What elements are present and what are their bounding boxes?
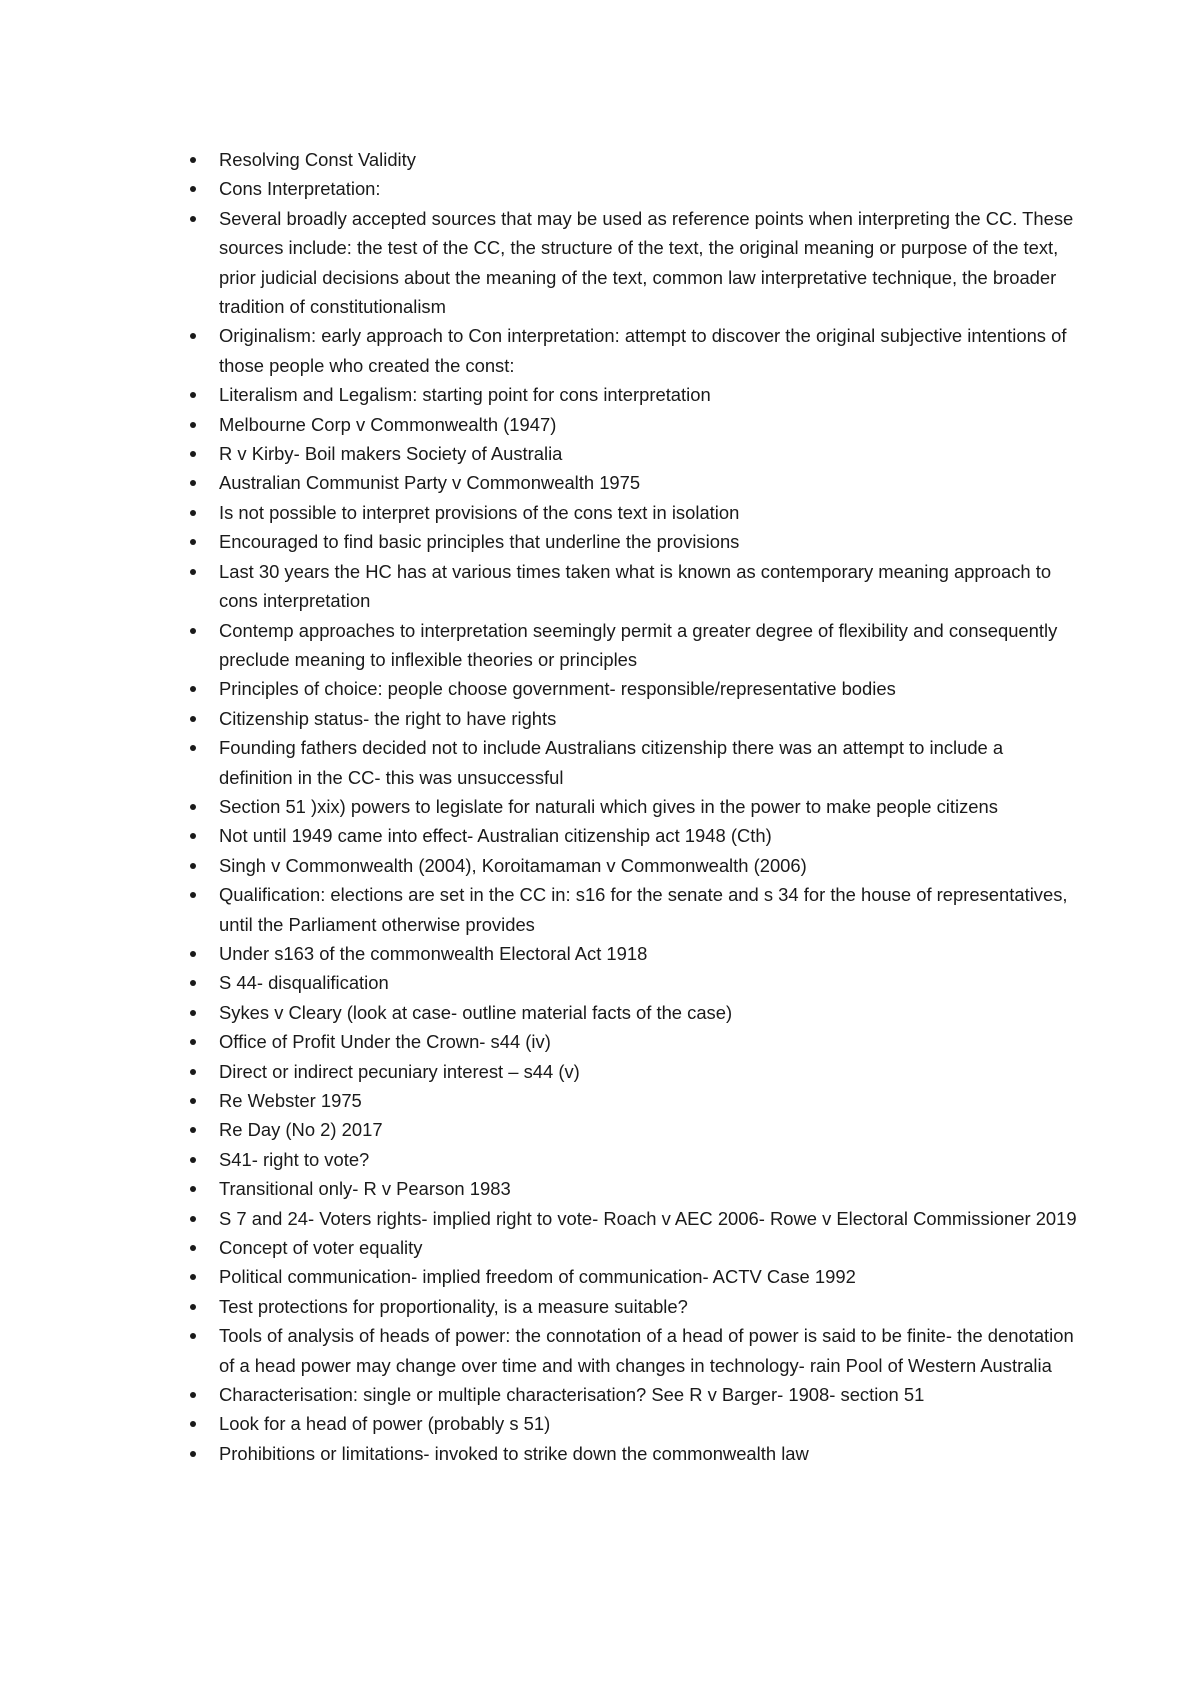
- list-item: [190, 968, 1080, 997]
- list-item: [190, 939, 1080, 968]
- list-item-text: Not until 1949 came into effect- Australian citizenship act 1948 (Cth): [219, 825, 772, 847]
- bullet-icon: [190, 863, 196, 869]
- list-item: [190, 1204, 1080, 1233]
- bullet-icon: [190, 1333, 196, 1339]
- list-item-text: Prohibitions or limitations- invoked to strike down the commonwealth law: [219, 1442, 809, 1464]
- list-item: [190, 733, 1080, 792]
- list-item: [190, 557, 1080, 616]
- list-item: [190, 439, 1080, 468]
- list-item-text: Resolving Const Validity: [219, 149, 416, 170]
- list-item-text: Look for a head of power (probably s 51): [219, 1413, 551, 1435]
- list-item: [190, 498, 1080, 527]
- bullet-icon: [190, 1069, 196, 1075]
- bullet-icon: [190, 480, 196, 486]
- list-item: [190, 1057, 1080, 1086]
- list-item: [190, 174, 1080, 203]
- bullet-icon: [190, 1304, 196, 1310]
- list-item: [190, 468, 1080, 497]
- bullet-icon: [190, 951, 196, 957]
- bullet-icon: [190, 1157, 196, 1163]
- list-item-text: Qualification: elections are set in the CC in: s16 for the senate and s 34 for the house of representatives, until the Parliament otherwise provides: [219, 884, 1068, 935]
- bullet-icon: [190, 804, 196, 810]
- list-item: [190, 380, 1080, 409]
- bullet-list: [190, 145, 1080, 1468]
- list-item: [190, 616, 1080, 675]
- list-item: [190, 527, 1080, 556]
- list-item: [190, 410, 1080, 439]
- bullet-icon: [190, 980, 196, 986]
- bullet-icon: [190, 686, 196, 692]
- bullet-icon: [190, 186, 196, 192]
- list-item-text: Citizenship status- the right to have rights: [219, 707, 557, 729]
- list-item-text: S41- right to vote?: [219, 1148, 370, 1170]
- list-item-text: Tools of analysis of heads of power: the connotation of a head of power is said to be finite- the denotation of a head power may change over time and with changes in technology- rain Pool of Western Australia: [219, 1325, 1074, 1376]
- list-item: [190, 145, 1080, 174]
- list-item: [190, 1292, 1080, 1321]
- bullet-icon: [190, 1186, 196, 1192]
- list-item: [190, 321, 1080, 380]
- bullet-icon: [190, 1274, 196, 1280]
- list-item: [190, 1439, 1080, 1468]
- bullet-icon: [190, 1098, 196, 1104]
- list-item: [190, 880, 1080, 939]
- bullet-icon: [190, 451, 196, 457]
- bullet-icon: [190, 157, 196, 163]
- bullet-icon: [190, 392, 196, 398]
- list-item: [190, 674, 1080, 703]
- list-item-text: S 7 and 24- Voters rights- implied right to vote- Roach v AEC 2006- Rowe v Electoral Commissioner 2019: [219, 1207, 1077, 1229]
- list-item: [190, 998, 1080, 1027]
- list-item-text: Under s163 of the commonwealth Electoral Act 1918: [219, 942, 648, 964]
- list-item-text: Originalism: early approach to Con interpretation: attempt to discover the original subjective intentions of those people who created the const:: [219, 325, 1067, 376]
- bullet-icon: [190, 892, 196, 898]
- list-item-text: Contemp approaches to interpretation seemingly permit a greater degree of flexibility and consequently preclude meaning to inflexible theories or principles: [219, 619, 1058, 670]
- list-item-text: Melbourne Corp v Commonwealth (1947): [219, 413, 557, 435]
- list-item-text: R v Kirby- Boil makers Society of Australia: [219, 443, 563, 465]
- list-item-text: Sykes v Cleary (look at case- outline material facts of the case): [219, 1001, 733, 1023]
- bullet-icon: [190, 628, 196, 634]
- bullet-icon: [190, 745, 196, 751]
- list-item: [190, 1115, 1080, 1144]
- bullet-icon: [190, 1421, 196, 1427]
- list-item-text: Encouraged to find basic principles that underline the provisions: [219, 531, 740, 553]
- list-item-text: Re Day (No 2) 2017: [219, 1119, 383, 1141]
- bullet-icon: [190, 1216, 196, 1222]
- list-item: [190, 1145, 1080, 1174]
- bullet-icon: [190, 1245, 196, 1251]
- list-item-text: Australian Communist Party v Commonwealth 1975: [219, 472, 641, 494]
- list-item: [190, 821, 1080, 850]
- list-item-text: Is not possible to interpret provisions of the cons text in isolation: [219, 501, 740, 523]
- list-item: [190, 1321, 1080, 1380]
- list-item-text: Singh v Commonwealth (2004), Koroitamaman v Commonwealth (2006): [219, 854, 807, 876]
- bullet-icon: [190, 510, 196, 516]
- bullet-icon: [190, 1451, 196, 1457]
- bullet-icon: [190, 1010, 196, 1016]
- list-item-text: Cons Interpretation:: [219, 178, 381, 200]
- list-item: [190, 1174, 1080, 1203]
- list-item-text: Test protections for proportionality, is a measure suitable?: [219, 1295, 688, 1317]
- list-item-text: Re Webster 1975: [219, 1090, 362, 1111]
- list-item-text: Several broadly accepted sources that may be used as reference points when interpreting the CC. These sources include: the test of the CC, the structure of the text, the original meaning or purpose of the text, prior judicial decisions about the meaning of the text, common law interpretative technique, the broader tradition of constitutionalism: [219, 207, 1074, 318]
- bullet-icon: [190, 216, 196, 222]
- bullet-icon: [190, 333, 196, 339]
- list-item-text: Political communication- implied freedom of communication- ACTV Case 1992: [219, 1266, 856, 1288]
- list-item: [190, 1233, 1080, 1262]
- bullet-icon: [190, 422, 196, 428]
- list-item-text: Characterisation: single or multiple characterisation? See R v Barger- 1908- section 51: [219, 1384, 925, 1406]
- list-item: [190, 851, 1080, 880]
- list-item-text: Concept of voter equality: [219, 1237, 423, 1259]
- list-item-text: Transitional only- R v Pearson 1983: [219, 1178, 511, 1200]
- list-item: [190, 1380, 1080, 1409]
- list-item-text: Office of Profit Under the Crown- s44 (iv): [219, 1031, 551, 1053]
- list-item: [190, 1086, 1080, 1115]
- list-item: [190, 1409, 1080, 1438]
- list-item: [190, 704, 1080, 733]
- list-item: [190, 204, 1080, 322]
- bullet-icon: [190, 1392, 196, 1398]
- bullet-icon: [190, 1039, 196, 1045]
- list-item-text: Literalism and Legalism: starting point for cons interpretation: [219, 384, 711, 406]
- list-item-text: Founding fathers decided not to include Australians citizenship there was an attempt to include a definition in the CC- this was unsuccessful: [219, 737, 1004, 788]
- bullet-icon: [190, 1127, 196, 1133]
- bullet-icon: [190, 569, 196, 575]
- bullet-icon: [190, 833, 196, 839]
- list-item-text: Direct or indirect pecuniary interest – s44 (v): [219, 1060, 580, 1082]
- list-item-text: Last 30 years the HC has at various times taken what is known as contemporary meaning approach to cons interpretation: [219, 560, 1052, 612]
- list-item-text: S 44- disqualification: [219, 972, 389, 994]
- list-item-text: Section 51 )xix) powers to legislate for naturali which gives in the power to make people citizens: [219, 795, 998, 817]
- bullet-icon: [190, 539, 196, 545]
- list-item: [190, 792, 1080, 821]
- list-item-text: Principles of choice: people choose government- responsible/representative bodies: [219, 678, 896, 700]
- list-item: [190, 1262, 1080, 1291]
- list-item: [190, 1027, 1080, 1056]
- bullet-icon: [190, 716, 196, 722]
